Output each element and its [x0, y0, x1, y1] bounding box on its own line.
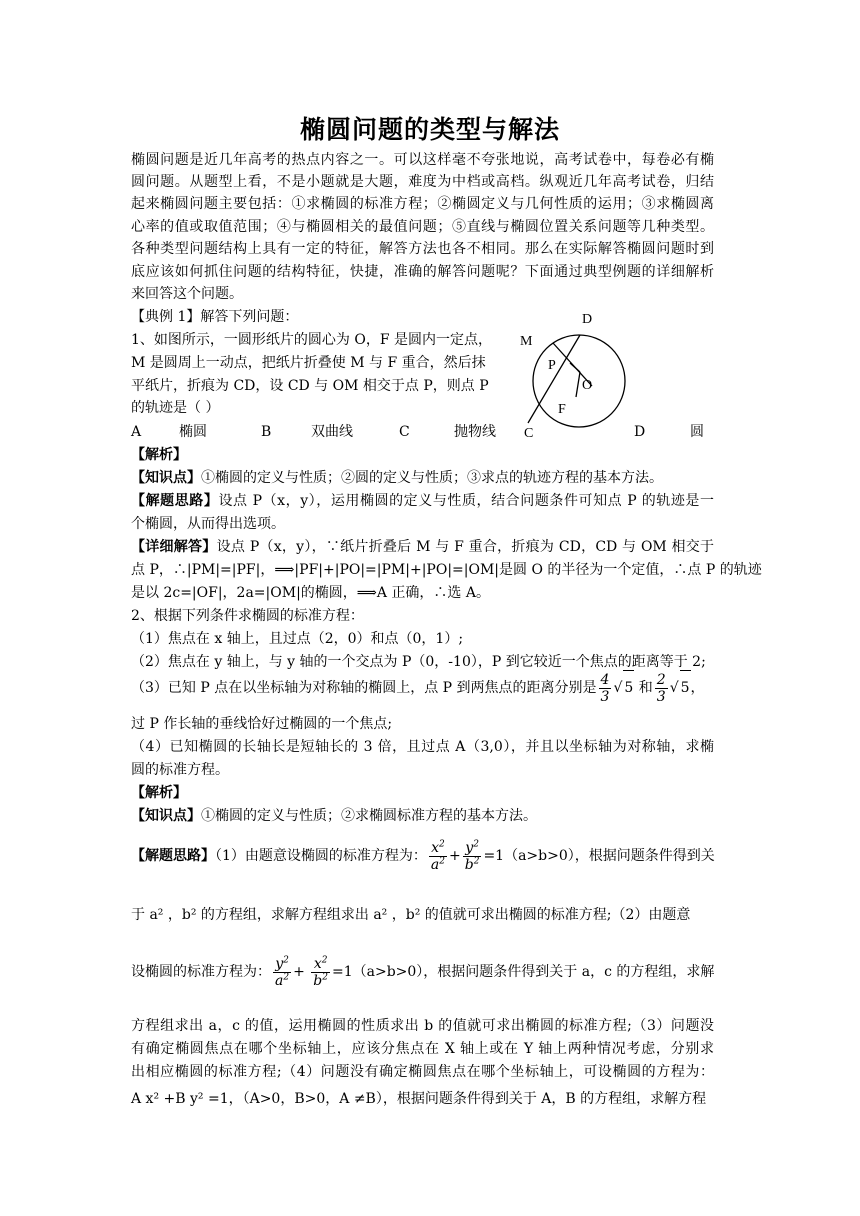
question2-part4: （4）已知椭圆的长轴长是短轴长的 3 倍，且过点 A（3,0），并且以坐标轴为对称轴，求椭	[131, 739, 714, 755]
option-c-letter: C	[399, 424, 410, 440]
option-d-letter: D	[634, 424, 646, 440]
idea2-line: 方程组求出 a，c 的值，运用椭圆的性质求出 b 的值就可求出椭圆的标准方程;（3）问题没	[131, 1018, 714, 1034]
question2-part4: 圆的标准方程。	[131, 762, 229, 778]
idea-text: 个椭圆，从而得出选项。	[131, 516, 285, 532]
analysis-heading: 【解析】	[131, 447, 187, 463]
intro-line: 各种类型问题结构上具有一定的特征，解答方法也各不相同。那么在实际解答椭圆问题时到	[131, 241, 714, 257]
idea2-line2: 于 a² ，b² 的方程组，求解方程组求出 a² ，b² 的值就可求出椭圆的标准方程;（2）由题意	[131, 907, 691, 923]
question-line: 平纸片，折痕为 CD，设 CD 与 OM 相交于点 P，则点 P	[131, 378, 489, 394]
option-a-text: 椭圆	[179, 424, 207, 440]
detail-heading: 【详细解答】	[131, 539, 217, 555]
crease-line-cd	[528, 335, 580, 423]
idea-heading: 【解题思路】	[131, 493, 219, 509]
intro-line: 来回答这个问题。	[131, 286, 243, 302]
question2-part3: （3）已知 P 点在以坐标轴为对称轴的椭圆上，点 P 到两焦点的距离分别是 $\frac{4}{3}$ √ 5 和 $\frac{2}{3}$ √ 5，	[131, 671, 705, 705]
label-c: C	[524, 426, 534, 441]
intro-line: 心率的值或取值范围；④与椭圆相关的最值问题；⑤直线与椭圆位置关系问题等几种类型。	[131, 219, 714, 235]
option-d-text: 圆	[690, 424, 704, 440]
example-header: 【典例 1】解答下列问题：	[131, 309, 299, 325]
page-title: 椭圆问题的类型与解法	[299, 115, 560, 144]
option-b-text: 双曲线	[311, 424, 353, 440]
idea2-line: 出相应椭圆的标准方程;（4）问题没有确定椭圆焦点在哪个坐标轴上，可设椭圆的方程为：	[131, 1064, 714, 1080]
idea2-line: 有确定椭圆焦点在哪个坐标轴上，应该分焦点在 X 轴上或在 Y 轴上两种情况考虑，分别求	[131, 1041, 714, 1057]
label-m: M	[520, 334, 533, 349]
question2-header: 2、根据下列条件求椭圆的标准方程：	[131, 608, 364, 624]
knowledge-heading: 【知识点】	[131, 808, 201, 824]
question-line: 的轨迹是（ ）	[131, 400, 220, 416]
segment-fo	[576, 372, 580, 397]
fraction-numerator: 2	[656, 671, 666, 688]
intro-line: 底应该如何抓住问题的结构特征，快捷，准确的解答问题呢？下面通过典型例题的详细解析	[131, 264, 714, 280]
knowledge-heading: 【知识点】	[131, 470, 201, 486]
question2-part1: （1）焦点在 x 轴上，且过点（2，0）和点（0，1）;	[131, 631, 464, 647]
intro-line: 起来椭圆问题主要包括：①求椭圆的标准方程；②椭圆定义与几何性质的运用；③求椭圆离	[131, 196, 714, 212]
detail-text: 是以 2c=|OF|，2a=|OM|的椭圆，⟹A 正确，∴选 A。	[131, 585, 490, 601]
question2-part3-cont: 过 P 作长轴的垂线恰好过椭圆的一个焦点;	[131, 716, 393, 732]
idea2-line1: 【解题思路】（1）由题意设椭圆的标准方程为： $\frac{x^2}{a^2}$ + $\frac{y^2}{b^2}$ =1（a>b>0），根据问题条件得到关	[131, 838, 715, 873]
knowledge-text: ①椭圆的定义与性质；②求椭圆标准方程的基本方法。	[201, 808, 537, 824]
question2-part2: （2）焦点在 y 轴上，与 y 轴的一个交点为 P（0，-10），P 到它较近一个焦点的距离等于 2;	[131, 654, 706, 670]
knowledge-text: ①椭圆的定义与性质；②圆的定义与性质；③求点的轨迹方程的基本方法。	[201, 470, 663, 486]
intro-line: 椭圆问题是近几年高考的热点内容之一。可以这样毫不夸张地说，高考试卷中，每卷必有椭	[131, 152, 714, 168]
analysis-heading: 【解析】	[131, 785, 187, 801]
fraction-denominator: 3	[656, 688, 666, 705]
idea2-last-line: A x² +B y² =1，（A>0，B>0，A ≠B），根据问题条件得到关于 A，B 的方程组，求解方程	[131, 1091, 707, 1107]
circle-figure	[510, 305, 640, 445]
sqrt-radicand: 5	[623, 670, 634, 705]
sqrt-radicand: 5	[680, 670, 691, 705]
segment-pf	[570, 363, 580, 372]
label-o: O	[582, 378, 593, 393]
fraction-numerator: 4	[600, 671, 610, 688]
idea-text: 设点 P（x，y），运用椭圆的定义与性质，结合问题条件可知点 P 的轨迹是一	[218, 493, 715, 509]
question-line: 1、如图所示，一圆形纸片的圆心为 O，F 是圆内一定点，	[131, 332, 492, 348]
question-line: M 是圆周上一动点，把纸片折叠使 M 与 F 重合，然后抹	[131, 355, 486, 371]
option-b-letter: B	[261, 424, 272, 440]
detail-text: 点 P，∴|PM|=|PF|，⟹|PF|+|PO|=|PM|+|PO|=|OM|是圆 O 的半径为一个定值，∴点 P 的轨迹	[131, 562, 762, 578]
detail-text: 设点 P（x，y），∵纸片折叠后 M 与 F 重合，折痕为 CD，CD 与 OM 相交于	[216, 539, 715, 555]
fraction-denominator: 3	[600, 688, 610, 705]
label-d: D	[582, 312, 593, 327]
label-p: P	[548, 358, 556, 373]
idea2-line3: 设椭圆的标准方程为： $\frac{y^2}{a^2}$ + $\frac{x^2}{b^2}$ =1（a>b>0），根据问题条件得到关于 a，c 的方程组，求解	[131, 954, 715, 989]
option-a-letter: A	[131, 424, 142, 440]
intro-line: 圆问题。从题型上看，不是小题就是大题，难度为中档或高档。纵观近几年高考试卷，归结	[131, 174, 714, 190]
label-f: F	[558, 402, 566, 417]
option-c-text: 抛物线	[454, 424, 496, 440]
